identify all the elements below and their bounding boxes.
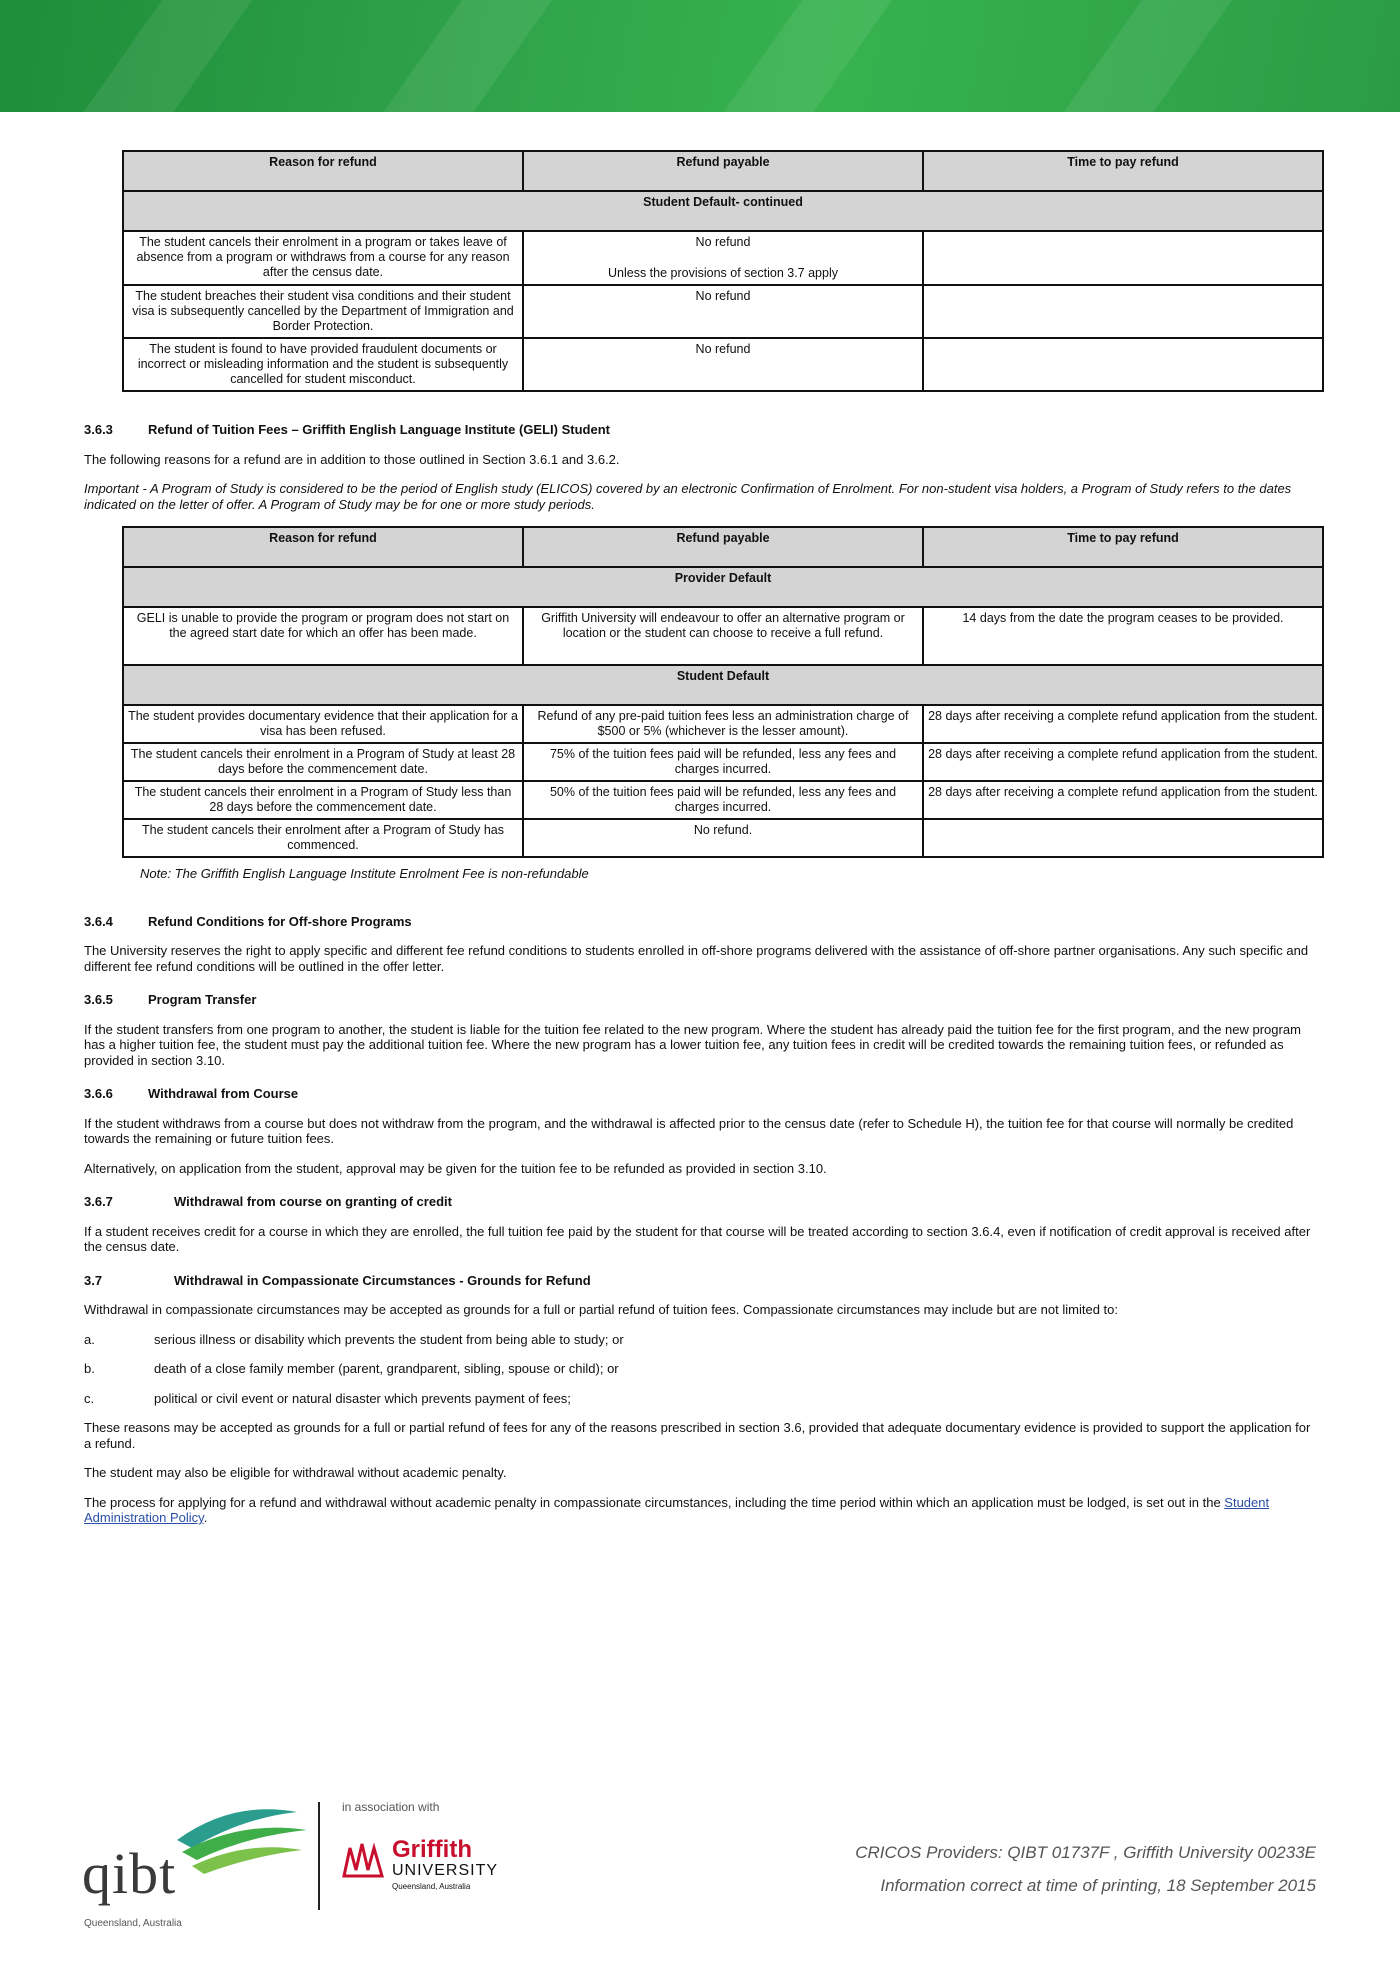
col-header-time: Time to pay refund bbox=[923, 527, 1323, 567]
section-heading: 3.6.4 Refund Conditions for Off-shore Programs bbox=[84, 913, 412, 929]
table-row: The student is found to have provided fraudulent documents or incorrect or misleading information and the student is subsequently cancelled for student misconduct. No refund bbox=[123, 338, 1323, 391]
paragraph: Withdrawal in compassionate circumstances may be accepted as grounds for a full or partial refund of tuition fees. Compassionate circumstances may include but are not limited to: bbox=[84, 1302, 1119, 1317]
table-row: The student cancels their enrolment in a program or takes leave of absence from a program or withdraws from a course for any reason after the census date. No refund Unless the provisions of section 3.7 apply bbox=[123, 231, 1323, 285]
col-header-time: Time to pay refund bbox=[923, 151, 1323, 191]
refund-table-continued bbox=[122, 150, 1324, 392]
section-heading: 3.6.5 Program Transfer bbox=[84, 992, 257, 1007]
section-row: Student Default bbox=[123, 665, 1323, 705]
header-banner bbox=[0, 0, 1400, 112]
paragraph: The following reasons for a refund are in addition to those outlined in Section 3.6.1 and 3.6.2. bbox=[84, 451, 620, 467]
important-note: Important - A Program of Study is considered to be the period of English study (ELICOS) covered by an electronic Confirmation of Enrolment. For non-student visa holders, a Program of Study refers to the dates indicated on the letter of offer. A Program of Study may be for one or more study periods. bbox=[84, 481, 1292, 512]
table-row: GELI is unable to provide the program or program does not start on the agreed start date for which an offer has been made. Griffith University will endeavour to offer an alternative program or location or the student can choose to receive a full refund. 14 days from the date the program ceases to be provided. bbox=[123, 607, 1323, 665]
section-row: Provider Default bbox=[123, 567, 1323, 607]
paragraph: The University reserves the right to apply specific and different fee refund conditions to students enrolled in off-shore programs delivered with the assistance of off-shore partner organisations. Any such specific and different fee refund conditions will be outlined in the offer letter. bbox=[84, 943, 1309, 974]
list-item: a. serious illness or disability which prevents the student from being able to study; or bbox=[84, 1331, 624, 1347]
section-heading: 3.6.3 Refund of Tuition Fees – Griffith English Language Institute (GELI) Student bbox=[84, 422, 610, 437]
section-heading: 3.6.6 Withdrawal from Course bbox=[84, 1086, 299, 1101]
paragraph: If a student receives credit for a course in which they are enrolled, the full tuition fee paid by the student for that course will be treated according to section 3.6.4, even if notification of credit approval is received after the census date. bbox=[84, 1223, 1311, 1254]
paragraph: Alternatively, on application from the student, approval may be given for the tuition fee to be refunded as provided in section 3.10. bbox=[84, 1160, 827, 1176]
col-header-reason: Reason for refund bbox=[123, 151, 523, 191]
paragraph: If the student transfers from one program to another, the student is liable for the tuition fee related to the new program. Where the student has already paid the tuition fee for the first program, and the new program has a higher tuition fee, the student must pay the additional tuition fee. Where the new program has a lower tuition fee, any tuition fees in credit will be credited towards the remaining tuition fees, or refunded as provided in section 3.10. bbox=[84, 1021, 1301, 1068]
cricos-info: CRICOS Providers: QIBT 01737F , Griffith University 00233E Information correct at time of printing, 18 September 2015 bbox=[855, 1843, 1316, 1895]
list-item: b. death of a close family member (parent, grandparent, sibling, spouse or child); or bbox=[84, 1361, 619, 1376]
table-row: The student provides documentary evidence that their application for a visa has been refused. Refund of any pre-paid tuition fees less an administration charge of $500 or 5% (whichever is the lesser amount). 28 days after receiving a complete refund application from the student. bbox=[123, 705, 1323, 743]
qibt-wordmark: qibt bbox=[82, 1841, 177, 1906]
table-row: The student cancels their enrolment in a Program of Study at least 28 days before the commencement date. 75% of the tuition fees paid will be refunded, less any fees and charges incurred. 28 days after receiving a complete refund application from the student. bbox=[123, 743, 1323, 781]
table-row: The student cancels their enrolment in a Program of Study less than 28 days before the commencement date. 50% of the tuition fees paid will be refunded, less any fees and charges incurred. 28 days after receiving a complete refund application from the student. bbox=[123, 781, 1323, 819]
table-row: The student cancels their enrolment after a Program of Study has commenced. No refund. bbox=[123, 819, 1323, 857]
refund-table-geli bbox=[122, 526, 1324, 858]
table-note: Note: The Griffith English Language Institute Enrolment Fee is non-refundable bbox=[140, 866, 589, 881]
student-administration-policy-link[interactable]: Student Administration Policy bbox=[84, 1494, 1270, 1525]
qibt-logo bbox=[82, 1800, 312, 1930]
paragraph: The student may also be eligible for withdrawal without academic penalty. bbox=[84, 1465, 507, 1480]
list-item: c. political or civil event or natural disaster which prevents payment of fees; bbox=[84, 1390, 571, 1406]
paragraph: These reasons may be accepted as grounds for a full or partial refund of fees for any of the reasons prescribed in section 3.6, provided that adequate documentary evidence is provided to support the application for a refund. bbox=[84, 1420, 1311, 1451]
col-header-reason: Reason for refund bbox=[123, 527, 523, 567]
section-row: Student Default- continued bbox=[123, 191, 1323, 231]
table-row: The student breaches their student visa conditions and their student visa is subsequently cancelled by the Department of Immigration and Border Protection. No refund bbox=[123, 285, 1323, 338]
association-label: in association with bbox=[342, 1800, 440, 1814]
section-heading: 3.6.7 Withdrawal from course on granting of credit bbox=[84, 1194, 452, 1209]
section-heading: 3.7 Withdrawal in Compassionate Circumstances - Grounds for Refund bbox=[84, 1272, 591, 1288]
document-body bbox=[84, 150, 1320, 1526]
qibt-location: Queensland, Australia bbox=[84, 1918, 182, 1929]
griffith-crest-icon bbox=[342, 1840, 386, 1880]
col-header-payable: Refund payable bbox=[523, 527, 923, 567]
paragraph: If the student withdraws from a course but does not withdraw from the program, and the withdrawal is affected prior to the census date (refer to Schedule H), the tuition fee for that course will normally be credited towards the remaining or future tuition fees. bbox=[84, 1115, 1294, 1146]
col-header-payable: Refund payable bbox=[523, 151, 923, 191]
footer-divider bbox=[318, 1802, 320, 1910]
paragraph: The process for applying for a refund and withdrawal without academic penalty in compassionate circumstances, including the time period within which an application must be lodged, is set out in the Student Administration Policy. bbox=[84, 1494, 1270, 1525]
